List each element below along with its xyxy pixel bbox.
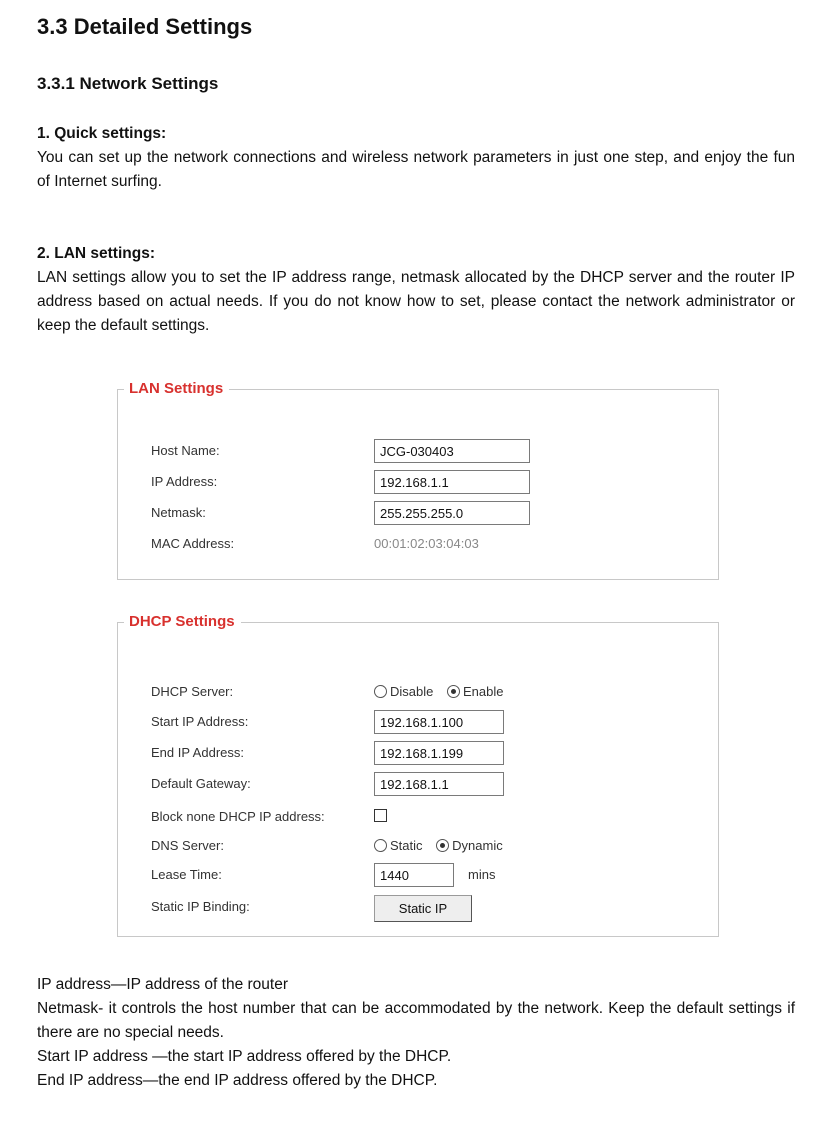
netmask-input[interactable]: 255.255.255.0 — [374, 501, 530, 525]
static-ip-binding-label: Static IP Binding: — [151, 899, 250, 914]
dhcp-enable-label: Enable — [462, 684, 504, 699]
end-ip-input[interactable]: 192.168.1.199 — [374, 741, 504, 765]
note-netmask: Netmask- it controls the host number that can be accommodated by the network. Keep the default settings if there are no special needs. — [37, 1000, 795, 1041]
section-subheading: 3.3.1 Network Settings — [37, 74, 219, 93]
netmask-label: Netmask: — [151, 505, 206, 520]
block-dhcp-label: Block none DHCP IP address: — [151, 809, 325, 824]
dns-static-label: Static — [390, 838, 423, 853]
page-heading: 3.3 Detailed Settings — [37, 14, 253, 39]
lan-settings-section — [37, 242, 795, 338]
notes — [37, 973, 795, 1093]
quick-settings-text: You can set up the network connections and wireless network parameters in just one step, and enjoy the fun of Internet surfing. — [37, 149, 795, 190]
note-end-ip: End IP address—the end IP address offered by the DHCP. — [37, 1072, 438, 1089]
ip-address-input[interactable]: 192.168.1.1 — [374, 470, 530, 494]
lan-settings-text: LAN settings allow you to set the IP address range, netmask allocated by the DHCP server and the router IP address based on actual needs. If you do not know how to set, please contact the network administrator or keep the default settings. — [37, 269, 795, 334]
mac-address-label: MAC Address: — [151, 536, 235, 551]
default-gateway-input[interactable]: 192.168.1.1 — [374, 772, 504, 796]
dhcp-disable-radio[interactable] — [374, 685, 387, 698]
end-ip-label: End IP Address: — [151, 745, 244, 760]
dhcp-settings-panel — [117, 613, 719, 937]
start-ip-input[interactable]: 192.168.1.100 — [374, 710, 504, 734]
dns-dynamic-option[interactable] — [436, 838, 503, 853]
quick-settings-section — [37, 122, 795, 194]
lease-time-input[interactable]: 1440 — [374, 863, 454, 887]
dns-server-label: DNS Server: — [151, 838, 224, 853]
start-ip-label: Start IP Address: — [151, 714, 249, 729]
block-dhcp-checkbox[interactable] — [374, 809, 387, 822]
ip-address-label: IP Address: — [151, 474, 218, 489]
dns-dynamic-label: Dynamic — [452, 838, 503, 853]
lease-time-unit: mins — [468, 867, 496, 882]
dns-static-radio[interactable] — [374, 839, 387, 852]
dns-static-option[interactable] — [374, 838, 423, 853]
dhcp-server-label: DHCP Server: — [151, 684, 234, 699]
static-ip-button[interactable]: Static IP — [374, 895, 472, 922]
lan-settings-label: 2. LAN settings: — [37, 245, 155, 262]
note-ip-address: IP address—IP address of the router — [37, 976, 289, 993]
dhcp-enable-option[interactable] — [447, 684, 503, 699]
dhcp-panel-title: DHCP Settings — [129, 613, 235, 630]
lan-panel-title: LAN Settings — [129, 380, 224, 397]
quick-settings-label: 1. Quick settings: — [37, 125, 167, 142]
host-name-label: Host Name: — [151, 443, 220, 458]
note-start-ip: Start IP address —the start IP address offered by the DHCP. — [37, 1048, 452, 1065]
default-gateway-label: Default Gateway: — [151, 776, 251, 791]
dhcp-enable-radio[interactable] — [447, 685, 460, 698]
dhcp-disable-label: Disable — [390, 684, 434, 699]
lan-settings-panel — [117, 380, 719, 580]
lease-time-label: Lease Time: — [151, 867, 222, 882]
dhcp-disable-option[interactable] — [374, 684, 433, 699]
dns-dynamic-radio[interactable] — [436, 839, 449, 852]
mac-address-value: 00:01:02:03:04:03 — [374, 536, 479, 551]
host-name-input[interactable]: JCG-030403 — [374, 439, 530, 463]
